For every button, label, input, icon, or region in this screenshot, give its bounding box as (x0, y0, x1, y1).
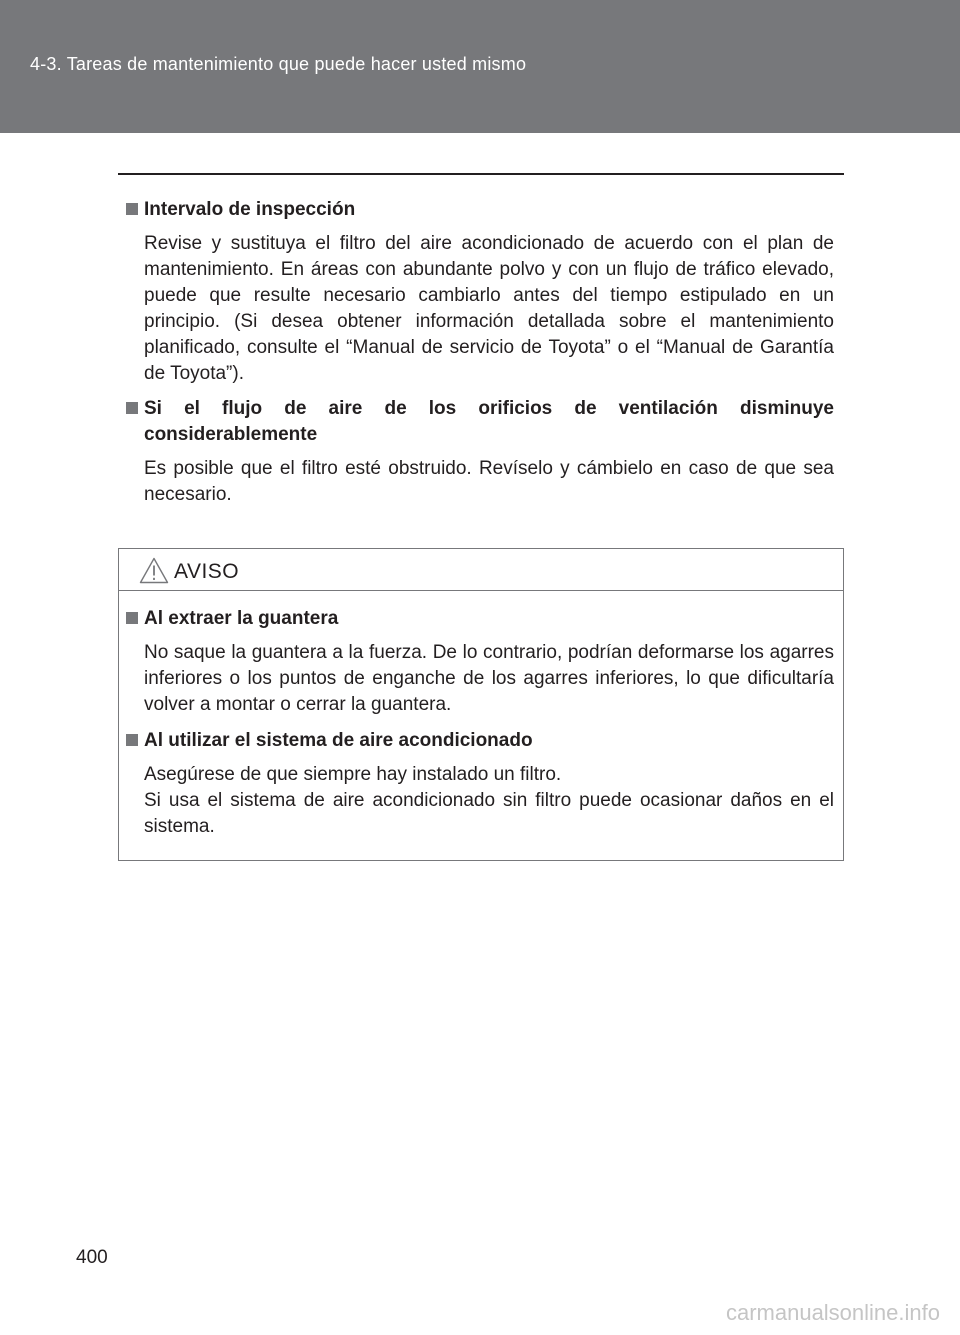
aviso-header (119, 549, 843, 591)
section-heading-line: Si el flujo de aire de los orificios de ventilación disminuye (144, 398, 834, 419)
aviso-item-ac-system (126, 728, 834, 840)
section-heading-text (144, 396, 834, 448)
square-bullet-icon (126, 402, 138, 414)
section-title: 4-3. Tareas de mantenimiento que puede hacer usted mismo (30, 54, 527, 74)
section-body: Es posible que el filtro esté obstruido. Revíselo y cámbielo en caso de que sea necesario. (144, 458, 834, 505)
section-inspection-interval (126, 197, 834, 387)
section-heading (126, 396, 834, 448)
section-airflow (126, 396, 834, 508)
section-heading-text: Intervalo de inspección (144, 199, 356, 220)
aviso-item-heading-text: Al utilizar el sistema de aire acondicionado (144, 730, 533, 751)
square-bullet-icon (126, 203, 138, 215)
aviso-item-body: No saque la guantera a la fuerza. De lo contrario, podrían deformarse los agarres inferiores o los puntos de enganche de los agarres inferiores, lo que dificultaría volver a montar o cerrar la guantera. (144, 642, 834, 715)
aviso-item-body (144, 762, 834, 840)
aviso-item-heading (126, 606, 834, 632)
page-number: 400 (76, 1247, 108, 1268)
section-heading (126, 197, 834, 223)
aviso-item-glovebox (126, 606, 834, 718)
square-bullet-icon (126, 612, 138, 624)
aviso-item-body-line: Si usa el sistema de aire acondicionado sin filtro puede ocasionar daños en el sistema. (144, 790, 834, 837)
section-body: Revise y sustituya el filtro del aire acondicionado de acuerdo con el plan de mantenimiento. En áreas con abundante polvo y con un flujo de tráfico elevado, puede que resulte necesario cambiarlo antes del tiempo estipulado en un principio. (Si desea obtener información detallada sobre el mantenimiento planificado, consulte el “Manual de servicio de Toyota” o el “Manual de Garantía de Toyota”). (144, 233, 834, 384)
watermark[interactable]: carmanualsonline.info (725, 1300, 940, 1325)
square-bullet-icon (126, 734, 138, 746)
aviso-item-body-line: Asegúrese de que siempre hay instalado un filtro. (144, 764, 562, 785)
aviso-title: AVISO (174, 560, 240, 583)
aviso-box (118, 548, 844, 861)
section-heading-line: considerablemente (144, 424, 318, 445)
aviso-item-heading (126, 728, 834, 754)
top-rule (118, 173, 844, 175)
aviso-item-heading-text: Al extraer la guantera (144, 608, 339, 629)
header-band (0, 0, 960, 133)
warning-triangle-icon (139, 557, 169, 584)
